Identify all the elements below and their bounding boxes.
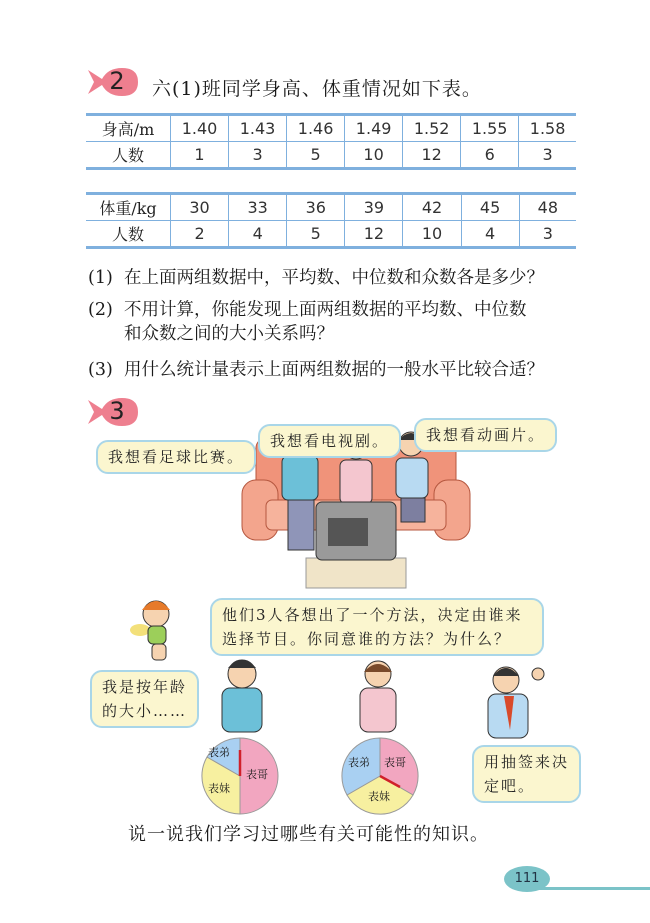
spinner-2-label: 表妹: [368, 790, 390, 803]
table-cell: 33: [229, 194, 287, 221]
table-cell: 5: [287, 221, 345, 248]
speech-bubble-narrator: 他们3人各想出了一个方法，决定由谁来 选择节目。你同意谁的方法？为什么？: [210, 598, 544, 656]
table-cell: 3: [229, 142, 287, 169]
table-cell: 30: [171, 194, 229, 221]
table-header: 体重/kg: [86, 194, 171, 221]
question-1: (1) 在上面两组数据中，平均数、中位数和众数各是多少？: [88, 268, 544, 288]
table-cell: 6: [461, 142, 519, 169]
question-3: (3) 用什么统计量表示上面两组数据的一般水平比较合适？: [88, 360, 544, 380]
table-cell: 1.52: [403, 115, 461, 142]
table-cell: 3: [519, 221, 576, 248]
table-cell: 1.40: [171, 115, 229, 142]
problem-number: 2: [109, 67, 125, 95]
spinner-1-label: 表哥: [246, 768, 268, 781]
girl-illustration: [344, 656, 414, 736]
table-cell: 39: [345, 194, 403, 221]
table-cell: 10: [345, 142, 403, 169]
page-number: 111: [504, 866, 550, 892]
table-cell: 4: [229, 221, 287, 248]
table-cell: 1.43: [229, 115, 287, 142]
table-cell: 12: [403, 142, 461, 169]
problem-number-badge: [86, 64, 140, 100]
spinner-1-label: 表妹: [208, 782, 230, 795]
table-cell: 10: [403, 221, 461, 248]
problem-number: 3: [109, 397, 125, 425]
table-cell: 45: [461, 194, 519, 221]
table-cell: 36: [287, 194, 345, 221]
speech-bubble-boy-right: 我想看动画片。: [414, 418, 557, 452]
speech-bubble-boy-left: 我想看足球比赛。: [96, 440, 256, 474]
table-cell: 12: [345, 221, 403, 248]
table-cell: 42: [403, 194, 461, 221]
table-cell: 48: [519, 194, 576, 221]
spinner-2: [340, 736, 420, 816]
speech-bubble-lots-method: 用抽签来决 定吧。: [472, 745, 581, 803]
problem-2-title: 六(1)班同学身高、体重情况如下表。: [152, 78, 482, 100]
table-header: 人数: [86, 221, 171, 248]
discussion-prompt: 说一说我们学习过哪些有关可能性的知识。: [128, 824, 489, 845]
elf-character-illustration: [118, 594, 188, 664]
table-header: 人数: [86, 142, 171, 169]
younger-boy-illustration: [474, 660, 554, 750]
table-cell: 2: [171, 221, 229, 248]
table-cell: 5: [287, 142, 345, 169]
table-cell: 1: [171, 142, 229, 169]
spinner-2-label: 表哥: [384, 756, 406, 769]
weight-table: [86, 192, 576, 249]
older-boy-illustration: [208, 656, 278, 736]
speech-bubble-girl: 我想看电视剧。: [258, 424, 401, 458]
height-table: [86, 113, 576, 170]
table-cell: 1.46: [287, 115, 345, 142]
spinner-2-label: 表弟: [348, 756, 370, 769]
table-header: 身高/m: [86, 115, 171, 142]
problem-number-badge: [86, 394, 140, 430]
table-cell: 1.49: [345, 115, 403, 142]
spinner-1-label: 表弟: [208, 746, 230, 759]
table-cell: 4: [461, 221, 519, 248]
question-2: (2) 不用计算，你能发现上面两组数据的平均数、中位数 和众数之间的大小关系吗？: [88, 300, 527, 344]
table-cell: 3: [519, 142, 576, 169]
table-cell: 1.58: [519, 115, 576, 142]
speech-bubble-age-method: 我是按年龄 的大小……: [90, 670, 199, 728]
table-cell: 1.55: [461, 115, 519, 142]
